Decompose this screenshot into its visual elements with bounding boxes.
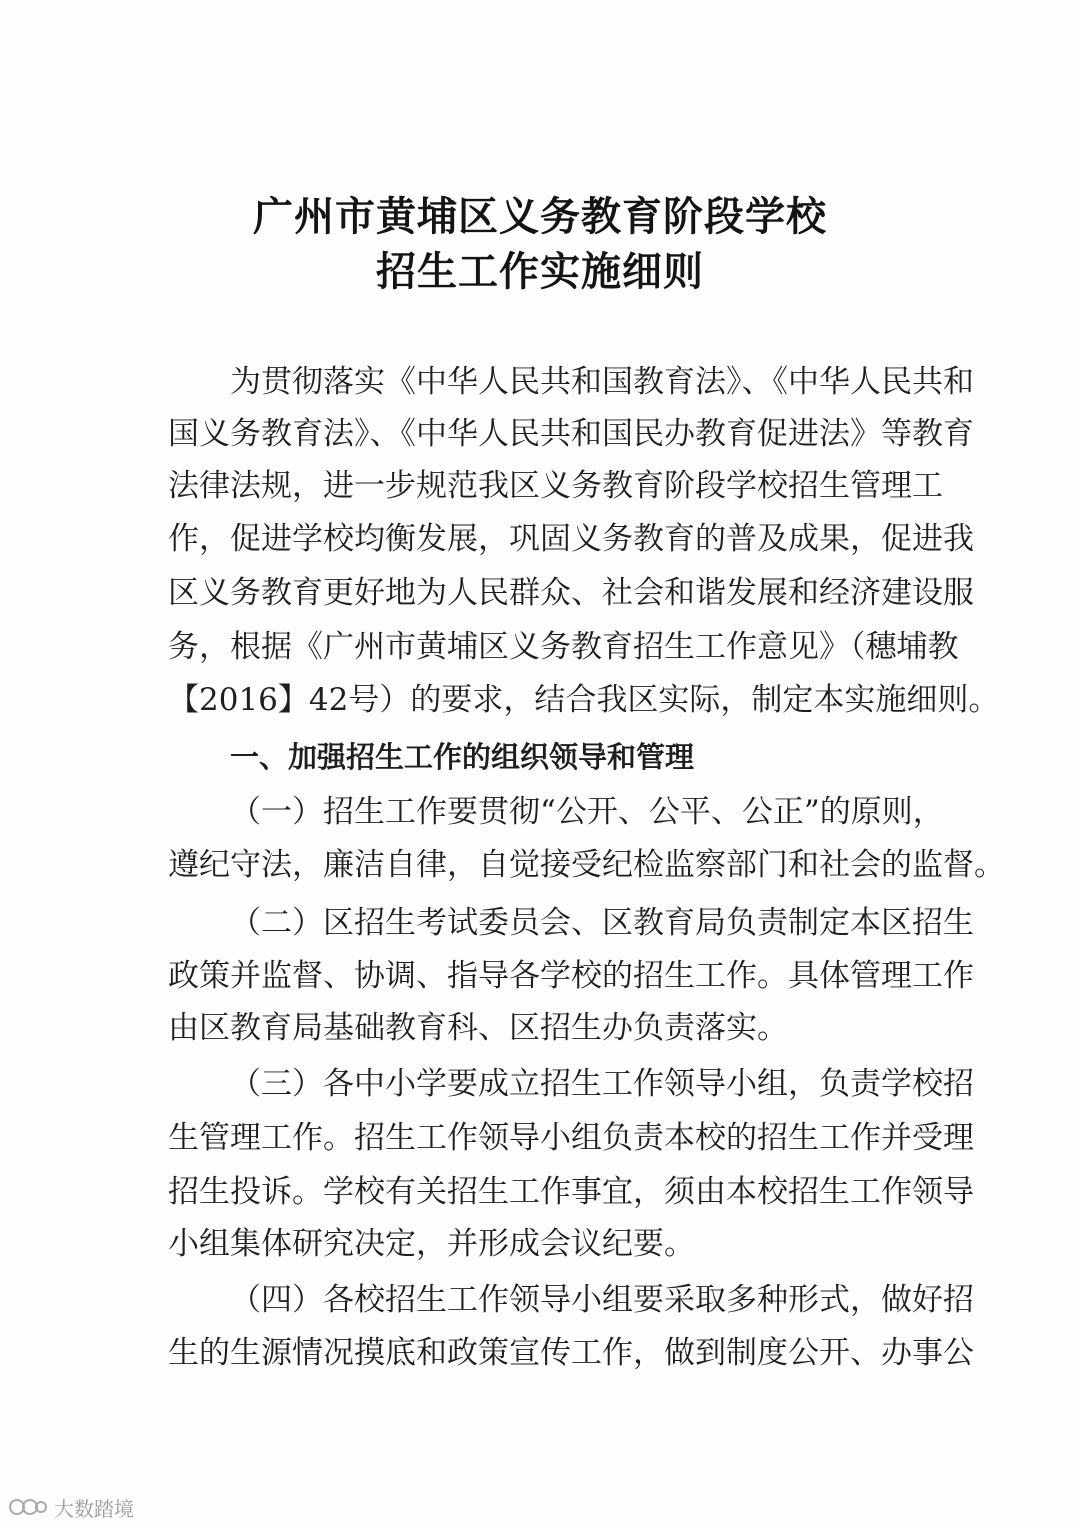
body-line: 为贯彻落实《中华人民共和国教育法》、《中华人民共和 — [230, 364, 974, 400]
body-line: 政策并监督、协调、指导各学校的招生工作。具体管理工作 — [168, 958, 974, 994]
section-heading: 一、加强招生工作的组织领导和管理 — [230, 740, 695, 774]
body-line: 务，根据《广州市黄埔区义务教育招生工作意见》（穗埔教 — [168, 629, 959, 665]
body-line: （一）招生工作要贯彻“公开、公平、公正”的原则， — [230, 794, 944, 830]
body-line: 遵纪守法，廉洁自律，自觉接受纪检监察部门和社会的监督。 — [168, 847, 1005, 883]
body-line: （三）各中小学要成立招生工作领导小组，负责学校招 — [230, 1066, 974, 1102]
body-line: 由区教育局基础教育科、区招生办负责落实。 — [168, 1010, 788, 1046]
body-line: 法律法规，进一步规范我区义务教育阶段学校招生管理工 — [168, 468, 943, 504]
body-line: 生的生源情况摸底和政策宣传工作，做到制度公开、办事公 — [168, 1335, 974, 1371]
body-line: 小组集体研究决定，并形成会议纪要。 — [168, 1226, 695, 1262]
body-line: （二）区招生考试委员会、区教育局负责制定本区招生 — [230, 905, 974, 941]
body-line: 作，促进学校均衡发展，巩固义务教育的普及成果，促进我 — [168, 521, 974, 557]
body-line: 区义务教育更好地为人民群众、社会和谐发展和经济建设服 — [168, 575, 974, 611]
body-line: 生管理工作。招生工作领导小组负责本校的招生工作并受理 — [168, 1120, 974, 1156]
watermark — [8, 1492, 134, 1522]
document-title-line-1: 广州市黄埔区义务教育阶段学校 — [253, 193, 827, 240]
logo-mark-icon — [8, 1494, 48, 1520]
body-line: 招生投诉。学校有关招生工作事宜，须由本校招生工作领导 — [168, 1174, 974, 1210]
watermark-text: 大数踏境 — [54, 1496, 134, 1521]
body-line: 国义务教育法》、《中华人民共和国民办教育促进法》等教育 — [168, 416, 974, 452]
document-title-line-2: 招生工作实施细则 — [376, 248, 704, 295]
body-line: 【2016】42号）的要求，结合我区实际，制定本实施细则。 — [168, 682, 1000, 718]
body-line: （四）各校招生工作领导小组要采取多种形式，做好招 — [230, 1282, 974, 1318]
